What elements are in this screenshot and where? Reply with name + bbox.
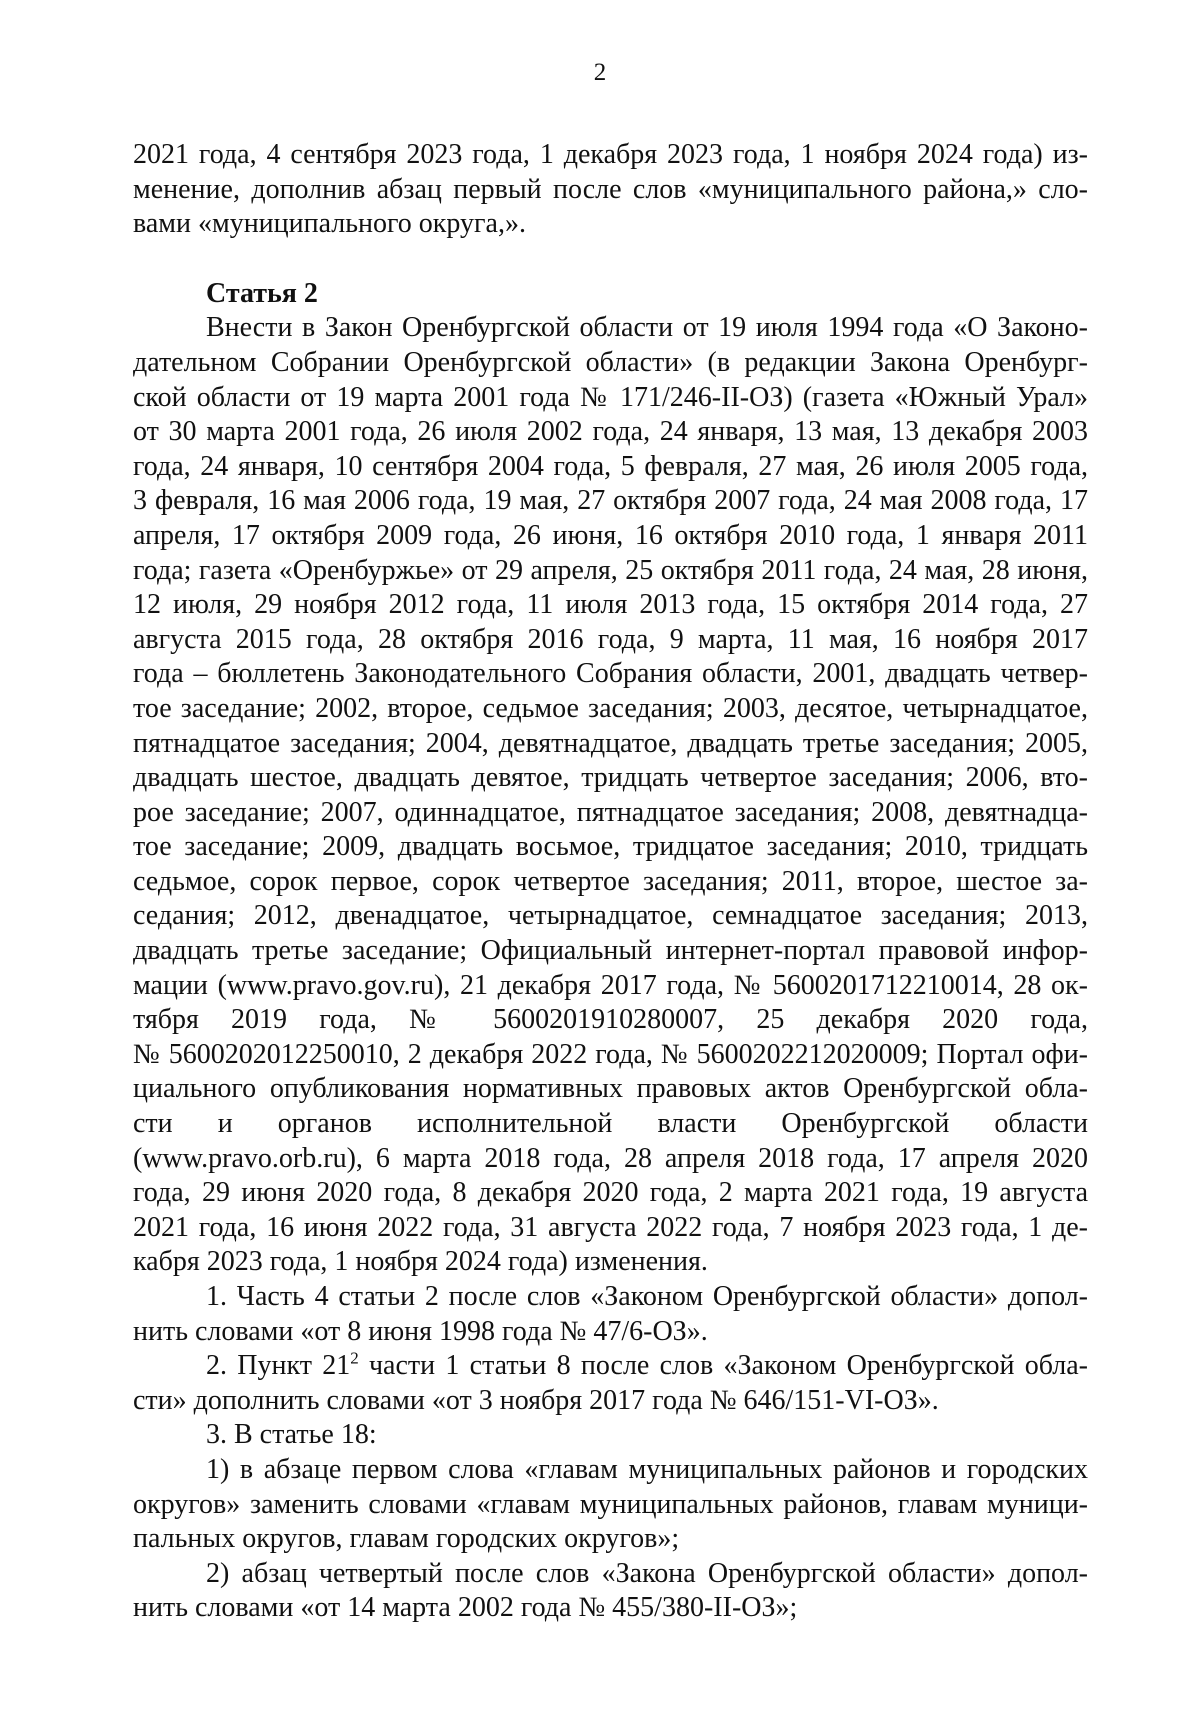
text-line: от 30 марта 2001 года, 26 июля 2002 года, 24 января, 13 мая, 13 декабря 2003 xyxy=(133,416,1088,448)
text-line: рое заседание; 2007, одиннадцатое, пятнадцатое заседания; 2008, девятнадца- xyxy=(133,796,1088,828)
sub-item-1 xyxy=(133,1453,1088,1557)
item-2-superscript: 2 xyxy=(350,1348,359,1368)
text-line: 1. Часть 4 статьи 2 после слов «Законом Оренбургской области» допол- xyxy=(206,1281,1088,1312)
text-line: 3 февраля, 16 мая 2006 года, 19 мая, 27 октября 2007 года, 24 мая 2008 года, 17 xyxy=(133,485,1088,517)
text-line: вами «муниципального округа,». xyxy=(133,208,526,240)
text-line: августа 2015 года, 28 октября 2016 года, 9 марта, 11 мая, 16 ноября 2017 xyxy=(133,623,1088,655)
text-line: 2021 года, 4 сентября 2023 года, 1 декабря 2023 года, 1 ноября 2024 года) из- xyxy=(133,139,1088,170)
item-2-rest: части 1 статьи 8 после слов «Законом Оренбургской обла- xyxy=(358,1350,1088,1382)
text-line: апреля, 17 октября 2009 года, 26 июня, 16 октября 2010 года, 1 января 2011 xyxy=(133,519,1088,551)
text-line: сти и органов исполнительной власти Оренбургской области xyxy=(133,1108,1088,1140)
text-line: года, 24 января, 10 сентября 2004 года, 5 февраля, 27 мая, 26 июля 2005 года, xyxy=(133,450,1088,482)
text-line xyxy=(133,1349,1088,1384)
text-line: двадцать третье заседание; Официальный интернет-портал правовой инфор- xyxy=(133,935,1088,967)
text-line: ской области от 19 марта 2001 года № 171/246-II-ОЗ) (газета «Южный Урал» xyxy=(133,381,1088,413)
text-line: года; газета «Оренбуржье» от 29 апреля, 25 октября 2011 года, 24 мая, 28 июня, xyxy=(133,554,1088,586)
text-line: пятнадцатое заседания; 2004, девятнадцатое, двадцать третье заседания; 2005, xyxy=(133,727,1088,759)
text-line: 3. В статье 18: xyxy=(206,1419,377,1451)
text-line: года, 29 июня 2020 года, 8 декабря 2020 года, 2 марта 2021 года, 19 августа xyxy=(133,1177,1088,1209)
sub-item-2 xyxy=(133,1557,1088,1626)
article-heading: Статья 2 xyxy=(206,277,318,309)
text-line: нить словами «от 8 июня 1998 года № 47/6-ОЗ». xyxy=(133,1315,708,1347)
text-line: двадцать шестое, двадцать девятое, тридцать четвертое заседания; 2006, вто- xyxy=(133,762,1088,794)
text-line: седьмое, сорок первое, сорок четвертое заседания; 2011, второе, шестое за- xyxy=(133,865,1088,897)
text-line: года – бюллетень Законодательного Собрания области, 2001, двадцать четвер- xyxy=(133,658,1088,690)
text-line: округов» заменить словами «главам муниципальных районов, главам муници- xyxy=(133,1488,1088,1520)
text-line: мации (www.pravo.gov.ru), 21 декабря 2017 года, № 5600201712210014, 28 ок- xyxy=(133,969,1088,1001)
text-line: 12 июля, 29 ноября 2012 года, 11 июля 2013 года, 15 октября 2014 года, 27 xyxy=(133,589,1088,621)
text-line: (www.pravo.orb.ru), 6 марта 2018 года, 28 апреля 2018 года, 17 апреля 2020 xyxy=(133,1142,1088,1174)
text-line: тября 2019 года, № 5600201910280007, 25 декабря 2020 года, xyxy=(133,1004,1088,1036)
text-line: тое заседание; 2009, двадцать восьмое, тридцатое заседания; 2010, тридцать xyxy=(133,831,1088,863)
page-number: 2 xyxy=(593,59,607,86)
text-line: 1) в абзаце первом слова «главам муниципальных районов и городских xyxy=(206,1453,1088,1485)
text-line: дательном Собрании Оренбургской области» (в редакции Закона Оренбург- xyxy=(133,346,1088,378)
text-line: 2) абзац четвертый после слов «Закона Оренбургской области» допол- xyxy=(206,1557,1088,1589)
text-line: седания; 2012, двенадцатое, четырнадцатое, семнадцатое заседания; 2013, xyxy=(133,900,1088,932)
article-paragraph xyxy=(133,311,1088,1280)
text-line: циального опубликования нормативных правовых актов Оренбургской обла- xyxy=(133,1073,1088,1105)
document-body xyxy=(133,138,1088,1626)
text-line: Внести в Закон Оренбургской области от 19 июля 1994 года «О Законо- xyxy=(206,312,1088,344)
text-line: пальных округов, главам городских округов»; xyxy=(133,1523,680,1555)
intro-paragraph xyxy=(133,138,1088,242)
text-line: 2021 года, 16 июня 2022 года, 31 августа 2022 года, 7 ноября 2023 года, 1 де- xyxy=(133,1211,1088,1243)
text-line: сти» дополнить словами «от 3 ноября 2017 года № 646/151-VI-ОЗ». xyxy=(133,1384,939,1416)
item-1 xyxy=(133,1280,1088,1349)
text-line: кабря 2023 года, 1 ноября 2024 года) изменения. xyxy=(133,1246,708,1278)
text-line: № 5600202012250010, 2 декабря 2022 года, № 5600202212020009; Портал офи- xyxy=(133,1038,1088,1070)
text-line: менение, дополнив абзац первый после слов «муниципального района,» сло- xyxy=(133,173,1088,205)
item-2 xyxy=(133,1349,1088,1418)
text-line: тое заседание; 2002, второе, седьмое заседания; 2003, десятое, четырнадцатое, xyxy=(133,692,1088,724)
item-2-prefix: 2. Пункт 21 xyxy=(206,1350,351,1382)
item-3 xyxy=(133,1418,1088,1453)
text-line: нить словами «от 14 марта 2002 года № 455/380-II-ОЗ»; xyxy=(133,1592,798,1624)
